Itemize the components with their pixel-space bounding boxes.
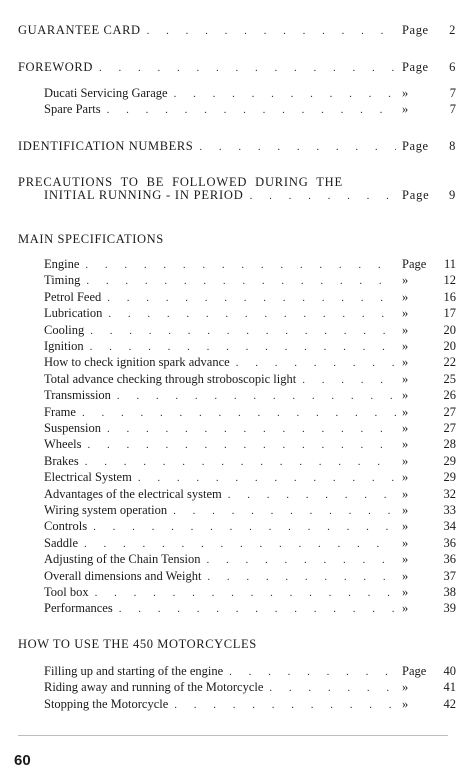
dot-leader	[84, 537, 396, 552]
entry-label: FOREWORD	[18, 60, 93, 74]
page-ref	[402, 23, 456, 38]
page-word: »	[402, 322, 409, 337]
dot-leader	[269, 681, 396, 696]
page-number: 11	[443, 257, 456, 271]
toc-entry-spec-item	[44, 290, 456, 306]
page-word: »	[402, 503, 409, 517]
page-word: »	[402, 421, 409, 435]
dot-leader	[107, 291, 396, 306]
page-number: 40	[443, 664, 456, 678]
page-number: 29	[443, 453, 456, 468]
page-word: »	[402, 680, 409, 695]
entry-label-line-1: PRECAUTIONS TO BE FOLLOWED DURING THE	[18, 175, 343, 189]
entry-label: Suspension	[44, 421, 101, 435]
dot-leader	[174, 698, 396, 713]
page-ref	[402, 323, 456, 338]
page-ref	[402, 257, 456, 272]
page-number: 41	[443, 680, 456, 695]
page-number: 20	[443, 322, 456, 337]
page-number: 7	[449, 86, 456, 100]
page-number: 8	[449, 139, 456, 153]
entry-label: Overall dimensions and Weight	[44, 568, 202, 583]
dot-leader	[228, 488, 396, 503]
entry-label: Lubrication	[44, 306, 103, 321]
toc-entry-spec-item	[44, 323, 456, 339]
entry-label: Engine	[44, 257, 80, 271]
dot-leader	[229, 665, 396, 680]
entry-label: Adjusting of the Chain Tension	[44, 552, 201, 567]
toc-entry-spare-parts	[44, 102, 456, 118]
dot-leader	[85, 455, 396, 470]
page-word: »	[402, 273, 409, 288]
toc-entry-spec-item	[44, 355, 456, 371]
page-number: 12	[443, 273, 456, 288]
toc-entry-how-to-item	[44, 680, 456, 696]
page-ref	[402, 60, 456, 75]
page-ref	[402, 102, 456, 117]
page-number: 16	[443, 289, 456, 304]
section-heading-how-to-use: HOW TO USE THE 450 MOTORCYCLES	[18, 637, 257, 651]
toc-entry-ducati-servicing-garage	[44, 86, 456, 102]
dot-leader	[147, 24, 396, 39]
dot-leader	[250, 190, 396, 203]
toc-entry-spec-item	[44, 339, 456, 355]
page-number: 6	[449, 60, 456, 74]
page-word: Page	[402, 23, 429, 37]
toc-entry-spec-item	[44, 372, 456, 388]
entry-label: Wheels	[44, 437, 82, 452]
page-ref	[402, 697, 456, 712]
dot-leader	[138, 471, 396, 486]
page-ref	[402, 290, 456, 305]
toc-entry-foreword	[18, 60, 456, 76]
entry-label: Electrical System	[44, 470, 132, 485]
page-number: 42	[443, 696, 456, 711]
entry-label: Ignition	[44, 339, 84, 353]
page-word: »	[402, 102, 409, 116]
toc-entry-spec-item	[44, 503, 456, 519]
page-ref	[402, 601, 456, 616]
entry-label: Total advance checking through stroboscopic light	[44, 371, 297, 386]
page-word: »	[402, 404, 409, 419]
page-ref	[402, 585, 456, 600]
toc-entry-spec-item	[44, 470, 456, 486]
page-word: »	[402, 355, 409, 370]
page-ref	[402, 569, 456, 584]
dot-leader	[236, 356, 396, 371]
page-number: 9	[448, 188, 456, 202]
dot-leader	[173, 504, 396, 519]
toc-entry-spec-item	[44, 601, 456, 617]
dot-leader	[85, 258, 396, 273]
toc-entry-spec-item	[44, 273, 456, 289]
toc-entry-spec-item	[44, 569, 456, 585]
page-ref	[402, 339, 456, 354]
toc-entry-spec-item	[44, 536, 456, 552]
dot-leader	[107, 103, 396, 118]
entry-label: Saddle	[44, 535, 79, 550]
dot-leader	[87, 438, 396, 453]
page-word: »	[402, 552, 409, 567]
toc-entry-how-to-item	[44, 697, 456, 713]
dot-leader	[99, 61, 396, 76]
page-number: 17	[443, 306, 456, 321]
entry-label: Ducati Servicing Garage	[44, 86, 168, 100]
page-number: 39	[443, 601, 456, 616]
page-ref	[402, 372, 456, 387]
page-word: »	[402, 437, 409, 452]
toc-entry-spec-item	[44, 388, 456, 404]
page-ref	[402, 405, 456, 420]
page-ref	[402, 86, 456, 101]
page-word: »	[402, 585, 409, 599]
page-number: 32	[443, 486, 456, 501]
dot-leader	[86, 274, 396, 289]
toc-entry-spec-item	[44, 487, 456, 503]
page-ref	[402, 139, 456, 154]
dot-leader	[199, 140, 396, 155]
page-word: »	[402, 568, 409, 583]
page-word: Page	[402, 139, 429, 153]
page-number: 20	[443, 339, 456, 353]
dot-leader	[207, 553, 396, 568]
entry-label: Cooling	[44, 322, 85, 337]
page-word: »	[402, 601, 409, 616]
page-word: »	[402, 339, 409, 353]
page-number: 34	[443, 519, 456, 534]
page-number: 29	[443, 470, 456, 485]
page-number: 22	[443, 355, 456, 370]
page-number: 7	[449, 102, 456, 116]
toc-entry-spec-item	[44, 405, 456, 421]
page-number: 38	[443, 585, 456, 599]
page-ref	[402, 680, 456, 695]
page-word: »	[402, 453, 409, 468]
page-ref	[402, 273, 456, 288]
entry-label: Riding away and running of the Motorcycle	[44, 680, 264, 695]
page-word: »	[402, 306, 409, 321]
page-number: 26	[443, 388, 456, 403]
page-number: 28	[443, 437, 456, 452]
page-number: 27	[443, 421, 456, 435]
toc-entry-spec-item	[44, 585, 456, 601]
dot-leader	[119, 602, 396, 617]
page-word: »	[402, 371, 409, 386]
page-folio-number: 60	[14, 752, 31, 769]
page-ref	[402, 519, 456, 534]
dot-leader	[302, 373, 396, 388]
page-rule	[18, 735, 448, 736]
entry-label: Controls	[44, 519, 88, 534]
entry-label-line-2-row	[18, 189, 456, 203]
dot-leader	[93, 520, 396, 535]
page-ref	[402, 189, 456, 202]
entry-label: Performances	[44, 601, 113, 616]
dot-leader	[108, 307, 396, 322]
entry-label: Spare Parts	[44, 102, 101, 116]
toc-entry-precautions	[18, 176, 456, 203]
entry-label: Filling up and starting of the engine	[44, 664, 224, 678]
dot-leader	[107, 422, 396, 437]
entry-label: GUARANTEE CARD	[18, 23, 141, 37]
page-word: Page	[402, 60, 429, 74]
page-word: »	[402, 519, 409, 534]
page-number: 37	[443, 568, 456, 583]
toc-entry-spec-item	[44, 421, 456, 437]
page-ref	[402, 437, 456, 452]
entry-label: Wiring system operation	[44, 503, 168, 517]
toc-entry-spec-item	[44, 306, 456, 322]
dot-leader	[174, 87, 396, 102]
entry-label: Tool box	[44, 585, 89, 599]
toc-entry-spec-item	[44, 454, 456, 470]
page-number: 36	[443, 535, 456, 550]
entry-label: How to check ignition spark advance	[44, 355, 230, 370]
toc-entry-spec-item	[44, 257, 456, 273]
page-number: 36	[443, 552, 456, 567]
toc-entry-identification-numbers	[18, 139, 456, 155]
page-number: 33	[443, 503, 456, 517]
dot-leader	[82, 406, 396, 421]
page-word: Page	[402, 257, 427, 271]
dot-leader	[117, 389, 396, 404]
dot-leader	[95, 586, 396, 601]
dot-leader	[90, 340, 396, 355]
page-word: »	[402, 486, 409, 501]
page-ref	[402, 454, 456, 469]
page-word: Page	[402, 188, 430, 202]
entry-label: Petrol Feed	[44, 289, 102, 304]
page-word: »	[402, 86, 409, 100]
entry-label: IDENTIFICATION NUMBERS	[18, 139, 194, 153]
page-ref	[402, 421, 456, 436]
entry-label: Brakes	[44, 453, 79, 468]
entry-label: Advantages of the electrical system	[44, 486, 222, 501]
entry-label: Timing	[44, 273, 81, 288]
entry-label: Transmission	[44, 388, 111, 403]
toc-entry-spec-item	[44, 552, 456, 568]
page-ref	[402, 355, 456, 370]
page-ref	[402, 388, 456, 403]
section-heading-main-specifications: MAIN SPECIFICATIONS	[18, 232, 164, 246]
page-number: 2	[449, 23, 456, 37]
page-word: »	[402, 535, 409, 550]
dot-leader	[90, 324, 396, 339]
page-ref	[402, 503, 456, 518]
page-ref	[402, 536, 456, 551]
page-ref	[402, 470, 456, 485]
page-word: »	[402, 388, 409, 403]
page-number: 25	[443, 371, 456, 386]
page-word: »	[402, 696, 409, 711]
toc-entry-how-to-item	[44, 664, 456, 680]
entry-label: Frame	[44, 404, 76, 419]
toc-entry-guarantee-card	[18, 23, 456, 39]
dot-leader	[207, 570, 396, 585]
entry-label-line-2: INITIAL RUNNING - IN PERIOD	[44, 188, 244, 202]
page-word: »	[402, 289, 409, 304]
page-ref	[402, 306, 456, 321]
page-word: Page	[402, 664, 427, 678]
page-word: »	[402, 470, 409, 485]
page-ref	[402, 487, 456, 502]
page-ref	[402, 664, 456, 679]
entry-label: Stopping the Motorcycle	[44, 696, 169, 711]
toc-entry-spec-item	[44, 437, 456, 453]
page-ref	[402, 552, 456, 567]
toc-entry-spec-item	[44, 519, 456, 535]
page-number: 27	[443, 404, 456, 419]
